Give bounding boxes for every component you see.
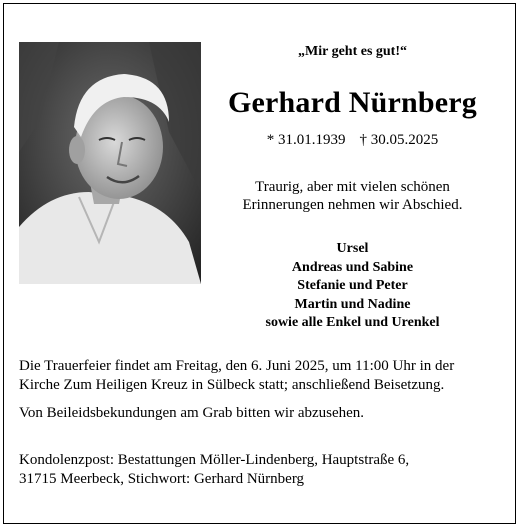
- funeral-line: Kirche Zum Heiligen Kreuz in Sülbeck statt; anschließend Beisetzung.: [19, 377, 445, 393]
- farewell-line: Erinnerungen nehmen wir Abschied.: [242, 197, 463, 213]
- condolence-request: Von Beileidsbekundungen am Grab bitten wir abzusehen.: [19, 405, 365, 421]
- contact-line: Kondolenzpost: Bestattungen Möller-Lindenberg, Hauptstraße 6,: [19, 452, 410, 468]
- contact-line: 31715 Meerbeck, Stichwort: Gerhard Nürnberg: [19, 471, 305, 487]
- funeral-line: Die Trauerfeier findet am Freitag, den 6. Juni 2025, um 11:00 Uhr in der: [19, 358, 455, 374]
- birth-date: * 31.01.1939: [266, 132, 346, 148]
- family-member: Martin und Nadine: [294, 296, 411, 312]
- family-member: Ursel: [336, 241, 369, 256]
- life-dates: [205, 132, 500, 149]
- death-date: † 30.05.2025: [359, 132, 439, 148]
- family-member: sowie alle Enkel und Urenkel: [265, 315, 440, 330]
- farewell-text: [205, 178, 500, 214]
- family-member: Stefanie und Peter: [297, 278, 408, 293]
- quote: „Mir geht es gut!“: [298, 44, 407, 59]
- deceased-name: Gerhard Nürnberg: [227, 86, 477, 119]
- portrait-photo: [19, 42, 201, 284]
- family-list: [205, 240, 500, 333]
- farewell-line: Traurig, aber mit vielen schönen: [255, 179, 450, 195]
- funeral-info: [19, 357, 504, 395]
- contact-info: [19, 451, 504, 489]
- family-member: Andreas und Sabine: [291, 259, 414, 275]
